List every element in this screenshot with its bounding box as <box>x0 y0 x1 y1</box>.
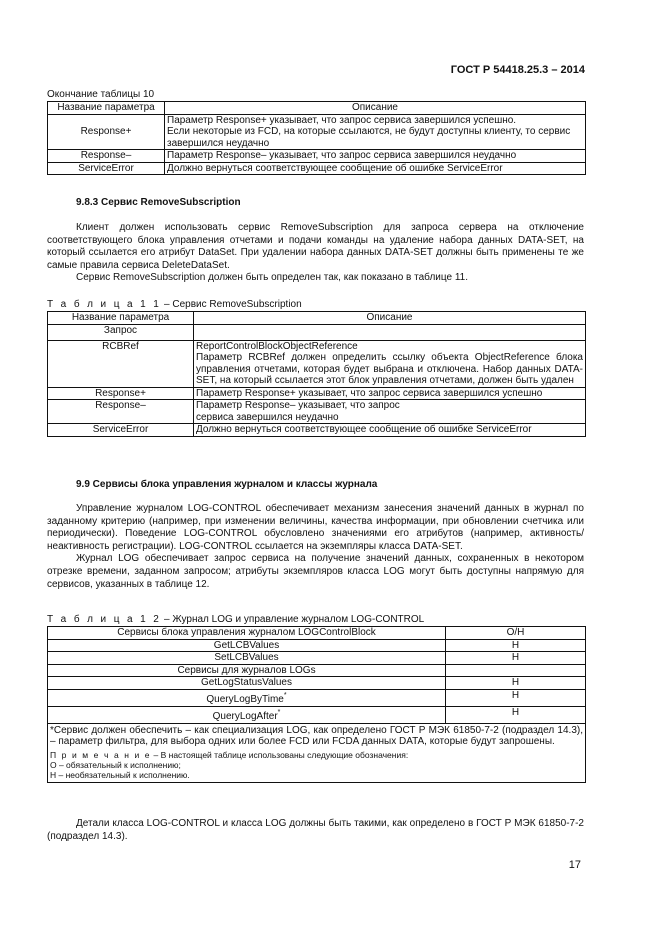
service-group-cell: Сервисы для журналов LOGs <box>48 664 446 677</box>
page-number: 17 <box>568 859 581 871</box>
table-row <box>48 150 586 163</box>
table-cell-param: ServiceError <box>48 162 165 175</box>
table-cell-desc: Должно вернуться соответствующее сообщение об ошибке ServiceError <box>165 162 586 175</box>
section-heading-983: 9.8.3 Сервис RemoveSubscription <box>76 197 241 208</box>
table-note <box>50 750 583 760</box>
desc-line: ReportControlBlockObjectReference <box>196 340 358 352</box>
service-name: QueryLogAfter <box>212 711 278 722</box>
service-name-cell: GetLogStatusValues <box>48 677 446 690</box>
paragraph: Управление журналом LOG-CONTROL обеспечивает механизм занесения значений данных в журнал по заданному критерию (например, при изменении величины, качества информации, при обновлении счетчика или периодически). Поведение LOG-CONTROL обусловлено значениями его атрибутов (например, активность/неактивность регистрации). LOG-CONTROL ссылается на экземпляры класса DATA-SET. <box>47 503 584 552</box>
table-row <box>48 706 586 723</box>
table-header-cell: О/Н <box>446 627 586 640</box>
service-name-cell <box>48 689 446 706</box>
table-cell-param: Response+ <box>48 114 165 150</box>
table-cell-param: Response– <box>48 150 165 163</box>
table-header-cell: Название параметра <box>48 312 194 325</box>
desc-line: Если некоторые из FCD, на которые ссылаются, не будут доступны клиенту, то сервис завершился неудачно <box>167 126 571 149</box>
table-caption-title: – Сервис RemoveSubscription <box>161 299 302 310</box>
note-text: – В настоящей таблице использованы следующие обозначения: <box>151 749 409 760</box>
table-cell-param: ServiceError <box>48 424 194 437</box>
table10-caption: Окончание таблицы 10 <box>47 89 155 100</box>
note-legend-n: Н – необязательный к исполнению. <box>50 769 190 780</box>
table11-caption <box>47 299 302 311</box>
footnote-mark: * <box>277 709 281 716</box>
table-row <box>48 639 586 652</box>
table-header-cell: Сервисы блока управления журналом LOGControlBlock <box>48 627 446 640</box>
table-row <box>48 400 586 424</box>
om-cell <box>446 664 586 677</box>
footnote-mark: * <box>283 692 287 699</box>
table-caption-label: Т а б л и ц а 1 1 <box>47 299 162 310</box>
table-row <box>48 689 586 706</box>
table-cell-param: Response+ <box>48 387 194 400</box>
table-row <box>48 324 586 340</box>
table-row <box>48 652 586 665</box>
section-983-text <box>47 222 584 285</box>
service-name-cell: GetLCBValues <box>48 639 446 652</box>
table11 <box>47 311 586 437</box>
paragraph: Сервис RemoveSubscription должен быть определен так, как показано в таблице 11. <box>76 272 468 284</box>
document-code-header: ГОСТ Р 54418.25.3 – 2014 <box>450 64 585 76</box>
service-name-cell: SetLCBValues <box>48 652 446 665</box>
table-cell-desc: Параметр Response– указывает, что запрос сервиса завершился неудачно <box>194 400 586 424</box>
desc-line: Параметр Response+ указывает, что запрос сервиса завершился успешно. <box>167 114 517 126</box>
table-row <box>48 664 586 677</box>
table-cell-desc <box>194 324 586 340</box>
table-footnote-cell <box>48 723 586 782</box>
paragraph: Журнал LOG обеспечивает запрос сервиса на получение значений данных, сохраненных в некотором отрезке времени, заданном запросом; атрибуты экземпляров класса LOG могут быть доступны напрямую для сервисов, указанных в таблице 12. <box>47 553 584 590</box>
section-heading-99: 9.9 Сервисы блока управления журналом и классы журнала <box>76 479 378 490</box>
table-caption-title: – Журнал LOG и управление журналом LOG-CONTROL <box>161 614 425 625</box>
table-cell-param: Запрос <box>48 324 194 340</box>
table-footnote: *Сервис должен обеспечить – как специализация LOG, как определено ГОСТ Р МЭК 61850-7-2 (подраздел 14.3), – параметр фильтра, для выбора одних или более FCD или FCDA данных DATA, которые будут запрошены. <box>50 724 583 747</box>
table-cell-desc <box>165 114 586 150</box>
table-row <box>48 424 586 437</box>
desc-line: Параметр RCBRef должен определить ссылку объекта ObjectReference блока управления отчетами, которая будет выбрана и отключена. Набор данных DATA-SET, на который ссылается этот блок управления отчетами, должен быть удален <box>196 352 583 386</box>
table-row <box>48 387 586 400</box>
paragraph: Детали класса LOG-CONTROL и класса LOG должны быть такими, как определено в ГОСТ Р МЭК 61850-7-2 (подраздел 14.3). <box>47 818 584 842</box>
service-name-cell <box>48 706 446 723</box>
note-label: П р и м е ч а н и е <box>50 749 152 760</box>
table-header-row <box>48 627 586 640</box>
table-header-cell: Название параметра <box>48 102 165 115</box>
table-cell-desc: Должно вернуться соответствующее сообщение об ошибке ServiceError <box>194 424 586 437</box>
note-legend-o: О – обязательный к исполнению; <box>50 759 181 770</box>
table10 <box>47 101 586 175</box>
om-cell: Н <box>446 677 586 690</box>
table-cell-desc: Параметр Response– указывает, что запрос сервиса завершился неудачно <box>165 150 586 163</box>
section-99-text <box>47 503 584 591</box>
om-cell: Н <box>446 706 586 723</box>
om-cell: Н <box>446 639 586 652</box>
om-cell: Н <box>446 652 586 665</box>
table-row <box>48 162 586 175</box>
service-name: QueryLogByTime <box>206 694 284 705</box>
paragraph: Клиент должен использовать сервис RemoveSubscription для запроса сервера на отключение соответствующего блока управления отчетами и подачи команды на удаление набора данных DATA-SET, на который ссылается его атрибут DataSet. При удалении набора данных DATA-SET должны быть применены те же самые правила сервиса DeleteDataSet. <box>47 222 584 271</box>
table-cell-param: RCBRef <box>48 340 194 387</box>
table-header-row <box>48 102 586 115</box>
table-row <box>48 340 586 387</box>
table-row <box>48 114 586 150</box>
table-cell-desc: Параметр Response+ указывает, что запрос сервиса завершился успешно <box>194 387 586 400</box>
closing-text <box>47 818 584 843</box>
om-cell: Н <box>446 689 586 706</box>
table-footnote-row <box>48 723 586 782</box>
table12 <box>47 626 586 783</box>
table-cell-param: Response– <box>48 400 194 424</box>
table-row <box>48 677 586 690</box>
table-cell-desc <box>194 340 586 387</box>
table-caption-label: Т а б л и ц а 1 2 <box>47 614 162 625</box>
table-header-cell: Описание <box>165 102 586 115</box>
table12-caption <box>47 614 424 626</box>
table-header-cell: Описание <box>194 312 586 325</box>
table-header-row <box>48 312 586 325</box>
